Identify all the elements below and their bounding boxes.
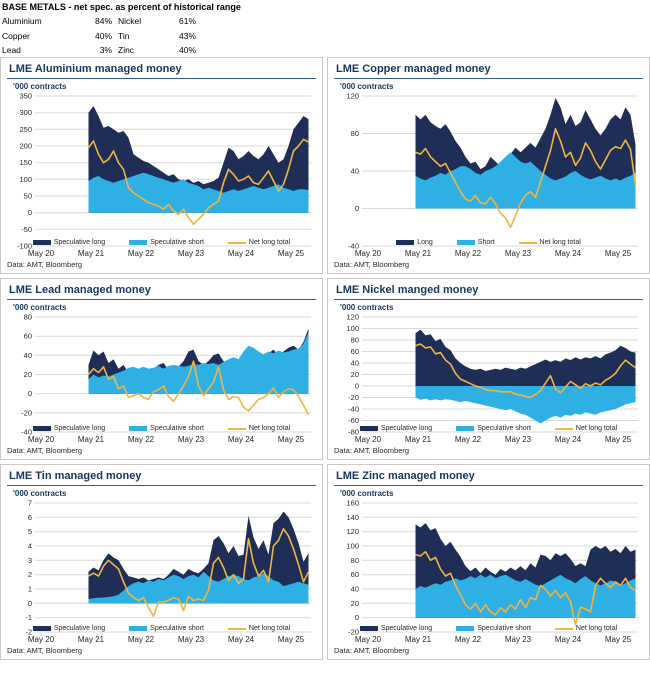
chart-canvas xyxy=(7,92,316,259)
x-tick-label: May 20 xyxy=(27,435,55,444)
x-tick-label: May 23 xyxy=(504,435,532,444)
y-tick-label: 60 xyxy=(350,347,359,356)
summary-row xyxy=(2,43,650,58)
y-tick-label: 40 xyxy=(350,166,359,176)
x-tick-label: May 23 xyxy=(177,435,205,444)
y-tick-label: 60 xyxy=(23,331,32,341)
chart-title: LME Zinc managed money xyxy=(334,469,643,486)
plot-area xyxy=(7,92,316,259)
legend-label: Net long total xyxy=(575,425,618,432)
y-tick-label: -60 xyxy=(348,416,359,425)
chart-canvas-host xyxy=(334,92,643,259)
x-tick-label: May 22 xyxy=(127,249,155,258)
x-tick-label: May 21 xyxy=(77,435,105,444)
y-tick-label: -20 xyxy=(21,408,32,418)
chart-canvas-host xyxy=(7,92,316,259)
x-tick-label: May 21 xyxy=(77,635,105,644)
x-tick-label: May 20 xyxy=(354,435,382,444)
chart-canvas xyxy=(7,313,316,445)
y-tick-label: 0 xyxy=(354,381,359,391)
x-tick-label: May 20 xyxy=(27,249,55,258)
y-tick-label: 20 xyxy=(350,370,359,379)
source-note: Data: AMT, Bloomberg xyxy=(7,260,83,269)
chart-title: LME Copper managed money xyxy=(334,62,643,79)
plot-area xyxy=(7,313,316,445)
y-tick-label: 100 xyxy=(346,324,359,333)
plot-area xyxy=(334,313,643,445)
metal-name: Nickel xyxy=(118,16,142,26)
y-tick-label: 20 xyxy=(23,370,32,379)
chart-units-label: '000 contracts xyxy=(13,303,67,312)
y-tick-label: 160 xyxy=(346,499,359,508)
x-tick-label: May 23 xyxy=(504,249,532,258)
header-summary xyxy=(0,0,650,57)
chart-units-label: '000 contracts xyxy=(340,489,394,498)
x-tick-label: May 21 xyxy=(77,249,105,258)
chart-panel-lead xyxy=(0,278,323,460)
y-tick-label: 2 xyxy=(27,570,32,580)
chart-canvas-host xyxy=(334,313,643,445)
speculative-short-area xyxy=(416,386,636,423)
y-tick-label: 0 xyxy=(354,204,359,213)
y-tick-label: -1 xyxy=(25,613,32,623)
summary-row xyxy=(2,29,650,44)
legend-label: Long xyxy=(417,239,433,246)
legend-label: Net long total xyxy=(539,239,581,246)
chart-canvas-host xyxy=(7,499,316,645)
chart-title: LME Nickel manged money xyxy=(334,283,643,300)
x-tick-label: May 23 xyxy=(504,635,532,644)
legend-label: Speculative long xyxy=(53,425,106,432)
y-tick-label: -80 xyxy=(348,427,359,437)
y-tick-label: -40 xyxy=(21,427,32,437)
y-tick-label: 60 xyxy=(350,570,359,580)
y-tick-label: -2 xyxy=(25,627,32,637)
y-tick-label: 300 xyxy=(19,108,32,118)
legend-label: Net long total xyxy=(248,625,291,632)
y-tick-label: 250 xyxy=(19,124,32,134)
chart-units-label: '000 contracts xyxy=(13,82,67,91)
y-tick-label: 0 xyxy=(27,208,32,218)
x-tick-label: May 22 xyxy=(454,249,482,258)
chart-canvas xyxy=(7,499,316,645)
x-tick-label: May 25 xyxy=(604,435,632,444)
legend-label: Speculative long xyxy=(53,239,106,246)
x-tick-label: May 21 xyxy=(404,635,432,644)
x-tick-label: May 24 xyxy=(554,635,582,644)
metal-name: Lead xyxy=(2,45,21,55)
x-tick-label: May 23 xyxy=(177,635,205,644)
plot-area xyxy=(334,499,643,645)
speculative-long-area xyxy=(416,330,636,386)
chart-panel-copper xyxy=(327,57,650,274)
chart-grid xyxy=(0,57,650,660)
metal-value: 61% xyxy=(178,16,196,26)
legend-label: Speculative short xyxy=(150,425,204,432)
x-tick-label: May 24 xyxy=(227,249,255,258)
x-tick-label: May 22 xyxy=(454,435,482,444)
y-tick-label: 40 xyxy=(350,584,359,594)
y-tick-label: 140 xyxy=(346,512,359,522)
y-tick-label: 20 xyxy=(350,598,359,608)
summary-row xyxy=(2,14,650,29)
chart-units-label: '000 contracts xyxy=(340,303,394,312)
y-tick-label: 100 xyxy=(19,174,32,184)
y-tick-label: 3 xyxy=(27,555,32,565)
y-tick-label: -40 xyxy=(348,404,359,414)
legend-label: Speculative short xyxy=(150,239,204,246)
x-tick-label: May 22 xyxy=(127,635,155,644)
x-tick-label: May 25 xyxy=(277,249,305,258)
x-tick-label: May 24 xyxy=(227,635,255,644)
y-tick-label: 120 xyxy=(346,92,359,101)
y-tick-label: 200 xyxy=(19,141,32,151)
source-note: Data: AMT, Bloomberg xyxy=(334,446,410,455)
chart-title: LME Aluminium managed money xyxy=(7,62,316,79)
x-tick-label: May 25 xyxy=(277,435,305,444)
y-tick-label: 100 xyxy=(346,541,359,551)
x-tick-label: May 21 xyxy=(404,249,432,258)
y-tick-label: -20 xyxy=(348,393,359,402)
y-tick-label: -20 xyxy=(348,627,359,637)
chart-panel-nickel xyxy=(327,278,650,460)
x-tick-label: May 25 xyxy=(277,635,305,644)
legend-label: Speculative short xyxy=(477,425,531,432)
metal-value: 40% xyxy=(178,45,196,55)
y-tick-label: 1 xyxy=(27,584,32,594)
source-note: Data: AMT, Bloomberg xyxy=(334,646,410,655)
y-tick-label: 4 xyxy=(27,541,32,551)
x-tick-label: May 23 xyxy=(177,249,205,258)
chart-canvas xyxy=(334,499,643,645)
metal-name: Aluminium xyxy=(2,16,42,26)
x-tick-label: May 20 xyxy=(354,249,382,258)
metal-name: Zinc xyxy=(118,45,135,55)
y-tick-label: 80 xyxy=(23,313,32,322)
legend-label: Net long total xyxy=(575,625,618,632)
y-tick-label: -40 xyxy=(348,241,359,251)
legend-label: Speculative long xyxy=(380,425,433,432)
legend-label: Speculative short xyxy=(477,625,531,632)
metal-name: Tin xyxy=(118,30,130,41)
y-tick-label: 0 xyxy=(27,389,32,399)
chart-canvas-host xyxy=(334,499,643,645)
chart-canvas xyxy=(334,313,643,445)
legend-label: Speculative long xyxy=(380,625,433,632)
chart-title: LME Tin managed money xyxy=(7,469,316,486)
y-tick-label: 6 xyxy=(27,512,32,522)
legend-label: Speculative short xyxy=(150,625,204,632)
x-tick-label: May 21 xyxy=(404,435,432,444)
source-note: Data: AMT, Bloomberg xyxy=(7,446,83,455)
legend-label: Speculative long xyxy=(53,625,106,632)
y-tick-label: -50 xyxy=(21,224,32,234)
source-note: Data: AMT, Bloomberg xyxy=(334,260,410,269)
metal-value: 40% xyxy=(94,30,112,41)
y-tick-label: 7 xyxy=(27,499,32,508)
y-tick-label: 0 xyxy=(27,598,32,608)
plot-area xyxy=(334,92,643,259)
y-tick-label: 80 xyxy=(350,129,359,138)
y-tick-label: 40 xyxy=(350,358,359,368)
legend-label: Short xyxy=(477,239,495,246)
legend-label: Net long total xyxy=(248,425,291,432)
y-tick-label: 120 xyxy=(346,527,359,537)
header-title: BASE METALS - net spec. as percent of historical range xyxy=(2,2,241,12)
x-tick-label: May 22 xyxy=(454,635,482,644)
chart-units-label: '000 contracts xyxy=(340,82,394,91)
y-tick-label: 50 xyxy=(23,191,32,201)
y-tick-label: 150 xyxy=(19,158,32,168)
chart-panel-tin xyxy=(0,464,323,660)
metal-value: 43% xyxy=(178,30,196,41)
chart-panel-zinc xyxy=(327,464,650,660)
x-tick-label: May 20 xyxy=(354,635,382,644)
x-tick-label: May 25 xyxy=(604,249,632,258)
chart-units-label: '000 contracts xyxy=(13,489,67,498)
metal-name: Copper xyxy=(2,30,30,41)
plot-area xyxy=(7,499,316,645)
y-tick-label: 5 xyxy=(27,527,32,537)
y-tick-label: 120 xyxy=(346,313,359,322)
x-tick-label: May 24 xyxy=(227,435,255,444)
x-tick-label: May 24 xyxy=(554,435,582,444)
chart-panel-aluminium xyxy=(0,57,323,274)
x-tick-label: May 25 xyxy=(604,635,632,644)
x-tick-label: May 24 xyxy=(554,249,582,258)
y-tick-label: 40 xyxy=(23,350,32,360)
legend-label: Net long total xyxy=(248,239,291,246)
x-tick-label: May 22 xyxy=(127,435,155,444)
y-tick-label: 0 xyxy=(354,613,359,623)
chart-canvas xyxy=(334,92,643,259)
source-note: Data: AMT, Bloomberg xyxy=(7,646,83,655)
x-tick-label: May 20 xyxy=(27,635,55,644)
chart-title: LME Lead managed money xyxy=(7,283,316,300)
y-tick-label: -100 xyxy=(16,241,32,251)
y-tick-label: 350 xyxy=(19,92,32,101)
y-tick-label: 80 xyxy=(350,335,359,345)
y-tick-label: 80 xyxy=(350,555,359,565)
chart-canvas-host xyxy=(7,313,316,445)
metal-value: 3% xyxy=(99,45,112,55)
metal-value: 84% xyxy=(94,16,112,26)
